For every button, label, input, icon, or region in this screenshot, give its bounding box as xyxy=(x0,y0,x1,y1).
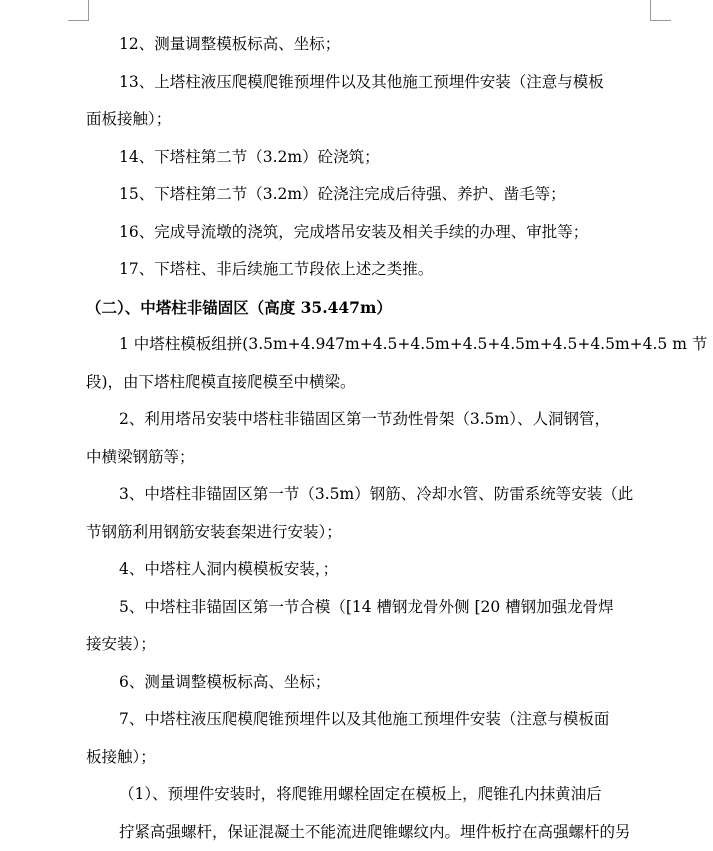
paragraph-line: 1 中塔柱模板组拼(3.5m+4.947m+4.5+4.5m+4.5+4.5m+4.5+4.5m+4.5 m 节 xyxy=(86,326,652,364)
section-heading: （二）、中塔柱非锚固区（高度 35.447m） xyxy=(86,289,652,327)
paragraph-line: 段)，由下塔柱爬模直接爬模至中横梁。 xyxy=(86,364,652,402)
paragraph-12 xyxy=(86,26,652,64)
paragraph-line: 中横梁钢筋等； xyxy=(86,439,652,477)
paragraph-16 xyxy=(86,214,652,252)
page-corner-mark-left xyxy=(68,0,89,21)
paragraph-line: 12、测量调整模板标高、坐标； xyxy=(86,26,652,64)
paragraph-line: 15、下塔柱第二节（3.2m）砼浇注完成后待强、养护、凿毛等； xyxy=(86,176,652,214)
section-paragraph-3 xyxy=(86,476,652,551)
paragraph-line: 16、完成导流墩的浇筑，完成塔吊安装及相关手续的办理、审批等； xyxy=(86,214,652,252)
paragraph-line: 板接触）； xyxy=(86,739,652,777)
paragraph-line: 拧紧高强螺杆，保证混凝土不能流进爬锥螺纹内。埋件板拧在高强螺杆的另 xyxy=(86,814,652,851)
section-paragraph-7 xyxy=(86,701,652,776)
paragraph-line: 6、测量调整模板标高、坐标； xyxy=(86,664,652,702)
paragraph-line: 面板接触）； xyxy=(86,101,652,139)
paragraph-17 xyxy=(86,251,652,289)
section-paragraph-5 xyxy=(86,589,652,664)
section-paragraph-7-1 xyxy=(86,776,652,851)
paragraph-line: 2、利用塔吊安装中塔柱非锚固区第一节劲性骨架（3.5m）、人洞钢管， xyxy=(86,401,652,439)
paragraph-line: 14、下塔柱第二节（3.2m）砼浇筑； xyxy=(86,139,652,177)
paragraph-line: 4、中塔柱人洞内模模板安装，； xyxy=(86,551,652,589)
paragraph-13 xyxy=(86,64,652,139)
page-corner-mark-right xyxy=(650,0,671,21)
paragraph-line: （1）、预埋件安装时，将爬锥用螺栓固定在模板上，爬锥孔内抹黄油后 xyxy=(86,776,652,814)
paragraph-14 xyxy=(86,139,652,177)
section-paragraph-1 xyxy=(86,326,652,401)
paragraph-line: 7、中塔柱液压爬模爬锥预埋件以及其他施工预埋件安装（注意与模板面 xyxy=(86,701,652,739)
section-paragraph-6 xyxy=(86,664,652,702)
paragraph-line: 17、下塔柱、非后续施工节段依上述之类推。 xyxy=(86,251,652,289)
paragraph-line: 3、中塔柱非锚固区第一节（3.5m）钢筋、冷却水管、防雷系统等安装（此 xyxy=(86,476,652,514)
paragraph-line: 13、上塔柱液压爬模爬锥预埋件以及其他施工预埋件安装（注意与模板 xyxy=(86,64,652,102)
document-body xyxy=(86,26,652,851)
paragraph-line: 接安装）； xyxy=(86,626,652,664)
section-paragraph-2 xyxy=(86,401,652,476)
section-paragraph-4 xyxy=(86,551,652,589)
paragraph-line: 节钢筋利用钢筋安装套架进行安装）； xyxy=(86,514,652,552)
paragraph-line: 5、中塔柱非锚固区第一节合模（[14 槽钢龙骨外侧 [20 槽钢加强龙骨焊 xyxy=(86,589,652,627)
paragraph-15 xyxy=(86,176,652,214)
